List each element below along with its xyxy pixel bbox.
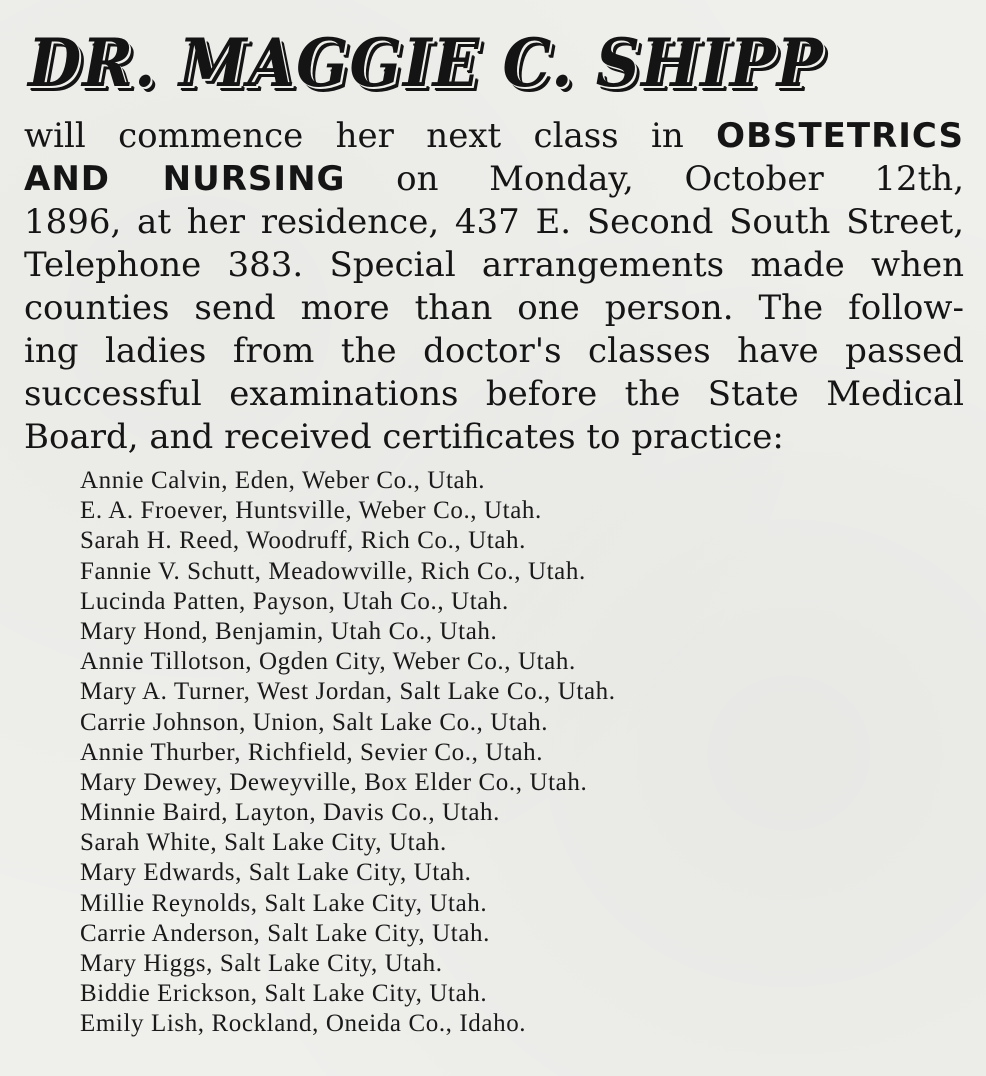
- announcement-text: will commence her next class in: [24, 116, 717, 156]
- graduate-entry: Biddie Erickson, Salt Lake City, Utah.: [80, 980, 488, 1008]
- graduate-entry: E. A. Froever, Huntsville, Weber Co., Utah.: [80, 497, 542, 525]
- announcement-line-3: 1896, at her residence, 437 E. Second South Street,: [24, 202, 964, 242]
- announcement-line-1: [24, 115, 964, 158]
- graduate-entry: Carrie Johnson, Union, Salt Lake Co., Utah.: [80, 708, 549, 736]
- graduate-entry: Fannie V. Schutt, Meadowville, Rich Co., Utah.: [80, 557, 586, 585]
- announcement-paragraph: [24, 115, 964, 459]
- graduate-entry: Sarah H. Reed, Woodruff, Rich Co., Utah.: [80, 527, 526, 555]
- graduate-entry: Carrie Anderson, Salt Lake City, Utah.: [80, 919, 490, 947]
- announcement-line-4: Telephone 383. Special arrangements made when: [24, 245, 964, 285]
- announcement-line-5: counties send more than one person. The follow-: [24, 288, 964, 328]
- graduate-entry: Annie Calvin, Eden, Weber Co., Utah.: [80, 467, 486, 494]
- graduate-entry: Emily Lish, Rockland, Oneida Co., Idaho.: [80, 1010, 527, 1038]
- announcement-line-2: [24, 158, 964, 201]
- graduate-entry: Minnie Baird, Layton, Davis Co., Utah.: [80, 799, 500, 827]
- course-name-obstetrics: OBSTETRICS: [716, 116, 964, 156]
- announcement-line-7: successful examinations before the State Medical: [24, 374, 964, 414]
- advertisement-title: DR. MAGGIE C. SHIPP: [28, 24, 824, 102]
- graduate-entry: Lucinda Patten, Payson, Utah Co., Utah.: [80, 587, 509, 615]
- graduate-entry: Millie Reynolds, Salt Lake City, Utah.: [80, 889, 488, 917]
- course-name-nursing: AND NURSING: [24, 159, 346, 199]
- graduate-entry: Mary Edwards, Salt Lake City, Utah.: [80, 859, 472, 887]
- announcement-line-8: Board, and received certificates to practice:: [24, 417, 784, 457]
- graduate-entry: Mary Dewey, Deweyville, Box Elder Co., Utah.: [80, 768, 588, 796]
- graduate-entry: Sarah White, Salt Lake City, Utah.: [80, 829, 447, 857]
- graduate-entry: Mary Higgs, Salt Lake City, Utah.: [80, 950, 443, 977]
- announcement-line-6: ing ladies from the doctor's classes have passed: [24, 331, 964, 371]
- graduate-entry: Mary Hond, Benjamin, Utah Co., Utah.: [80, 617, 498, 645]
- graduate-entry: Mary A. Turner, West Jordan, Salt Lake Co., Utah.: [80, 678, 616, 706]
- announcement-date: on Monday, October 12th,: [345, 159, 964, 199]
- graduate-entry: Annie Tillotson, Ogden City, Weber Co., Utah.: [80, 648, 576, 676]
- graduate-entry: Annie Thurber, Richfield, Sevier Co., Utah.: [80, 738, 544, 766]
- graduates-list: [80, 466, 940, 1040]
